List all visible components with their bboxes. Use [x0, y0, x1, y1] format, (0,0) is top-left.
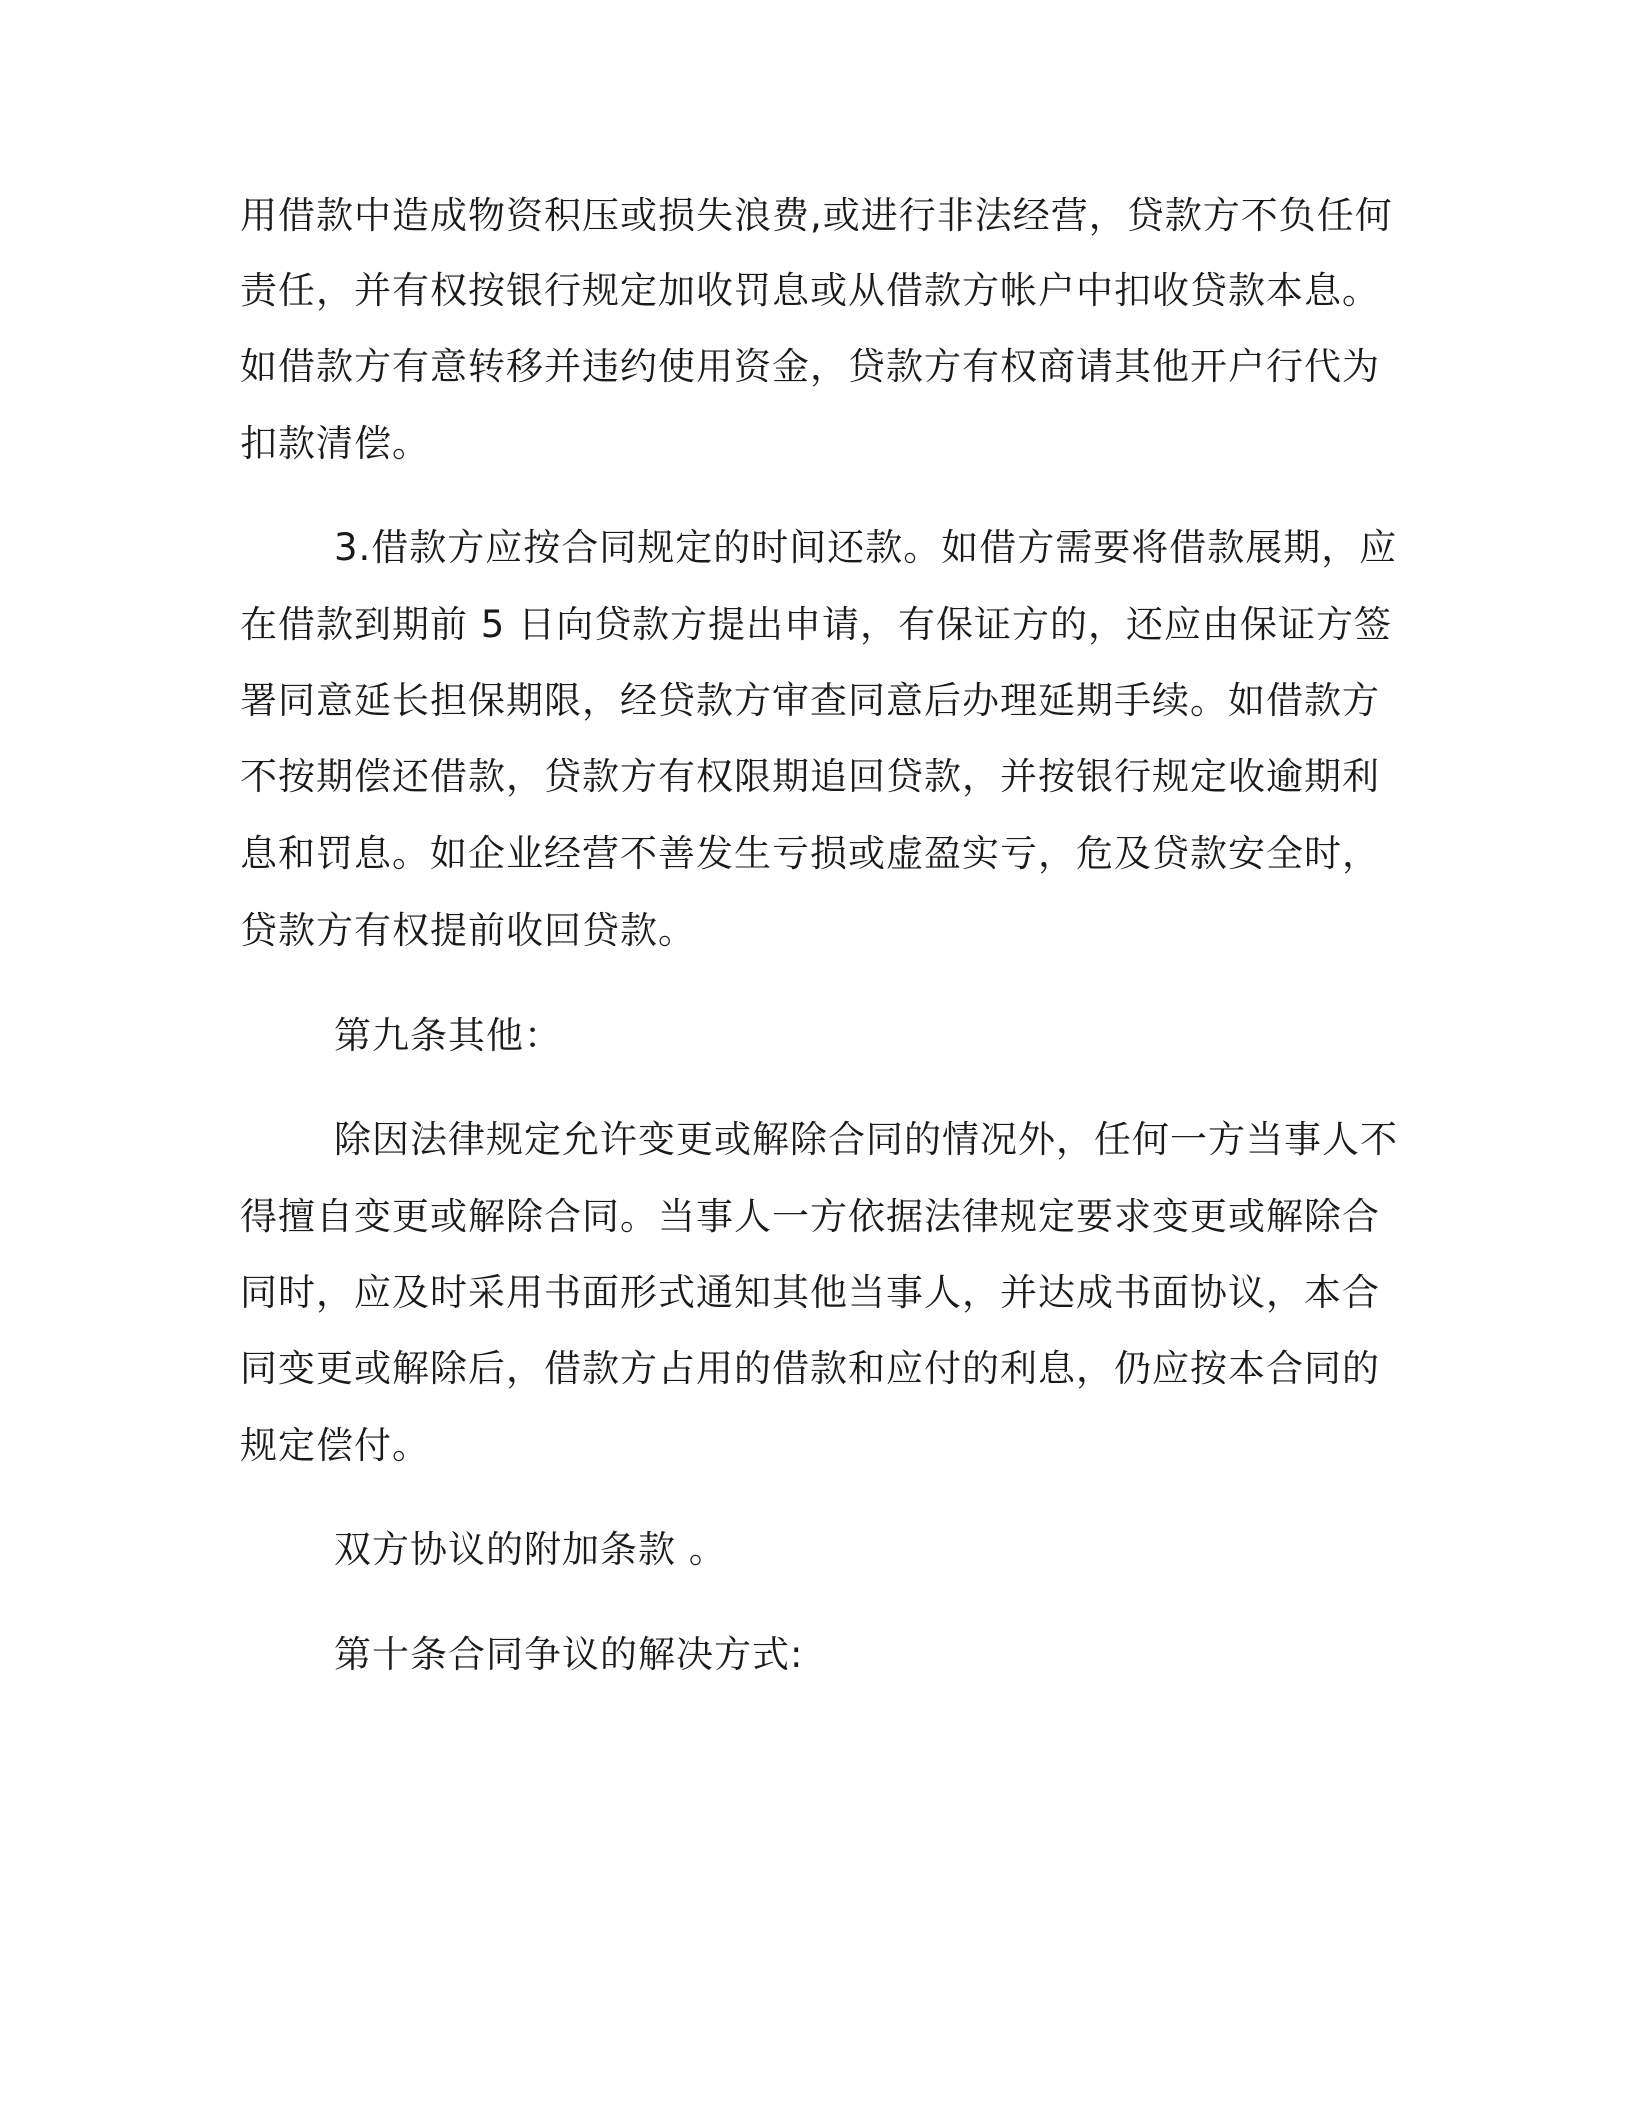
- paragraph-1-line-2: 责任，并有权按银行规定加收罚息或从借款方帐户中扣收贷款本息。: [240, 269, 1380, 312]
- article-9-heading: 第九条其他：: [334, 1014, 562, 1057]
- paragraph-3-line-1: 除因法律规定允许变更或解除合同的情况外，任何一方当事人不: [334, 1118, 1398, 1161]
- paragraph-2-line-3: 署同意延长担保期限，经贷款方审查同意后办理延期手续。如借款方: [240, 679, 1380, 722]
- paragraph-1-line-1: 用借款中造成物资积压或损失浪费,或进行非法经营，贷款方不负任何: [240, 194, 1393, 237]
- paragraph-1-line-4: 扣款清偿。: [240, 422, 430, 465]
- additional-clause-text: 双方协议的附加条款 。: [334, 1528, 727, 1571]
- paragraph-3-line-5: 规定偿付。: [240, 1424, 430, 1467]
- paragraph-3-line-4: 同变更或解除后，借款方占用的借款和应付的利息，仍应按本合同的: [240, 1347, 1380, 1390]
- paragraph-3-line-2: 得擅自变更或解除合同。当事人一方依据法律规定要求变更或解除合: [240, 1195, 1380, 1238]
- paragraph-2-line-5: 息和罚息。如企业经营不善发生亏损或虚盈实亏，危及贷款安全时，: [240, 832, 1380, 875]
- article-10-heading: 第十条合同争议的解决方式:: [334, 1633, 804, 1676]
- paragraph-2-line-6: 贷款方有权提前收回贷款。: [240, 909, 696, 952]
- paragraph-1-line-3: 如借款方有意转移并违约使用资金，贷款方有权商请其他开户行代为: [240, 345, 1380, 388]
- paragraph-2-line-1: 3.借款方应按合同规定的时间还款。如借方需要将借款展期，应: [334, 526, 1398, 569]
- paragraph-2-line-2: 在借款到期前 5 日向贷款方提出申请，有保证方的，还应由保证方签: [240, 603, 1393, 646]
- paragraph-2-line-4: 不按期偿还借款，贷款方有权限期追回贷款，并按银行规定收逾期利: [240, 755, 1380, 798]
- paragraph-3-line-3: 同时，应及时采用书面形式通知其他当事人，并达成书面协议，本合: [240, 1271, 1380, 1314]
